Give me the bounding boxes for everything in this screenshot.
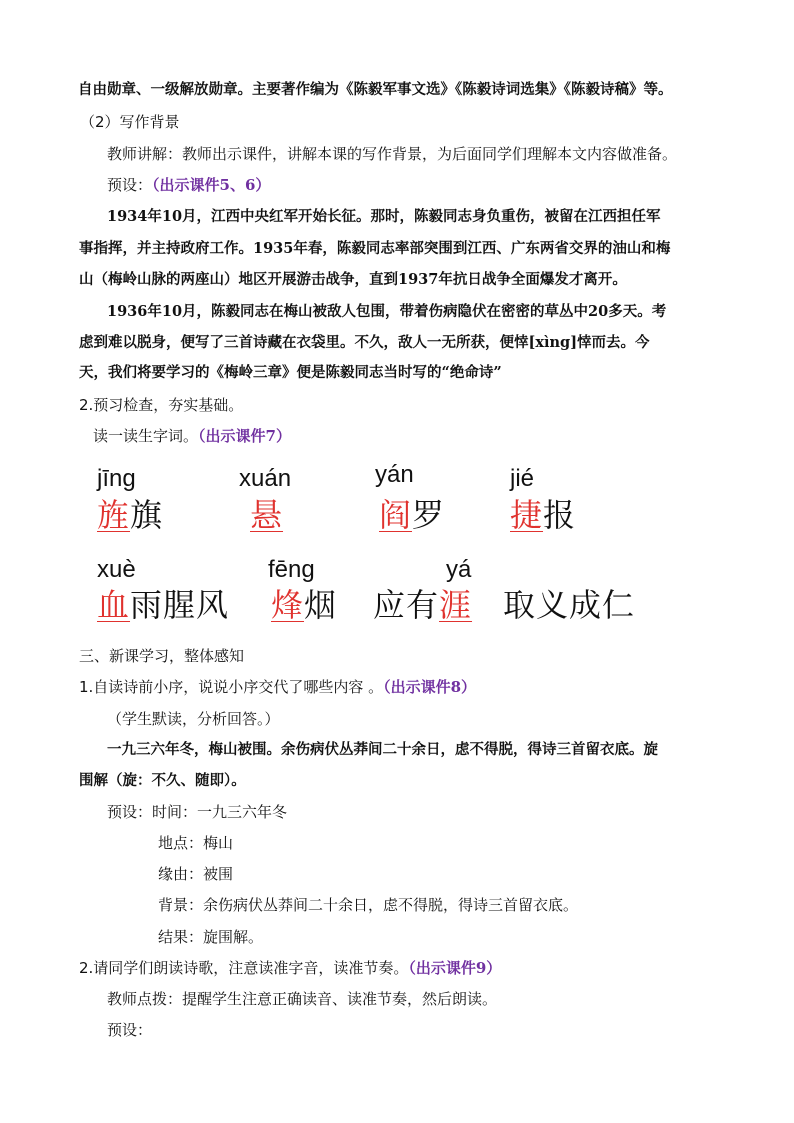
preset-time: 预设：时间：一九三六年冬 [107, 803, 288, 821]
vocab-word [97, 580, 229, 626]
vocab-char: 旗 [130, 496, 164, 534]
student-activity-note: （学生默读，分析回答。） [107, 710, 280, 728]
pinyin: fēng [268, 556, 315, 583]
vocab-word [510, 490, 576, 536]
vocab-word [379, 490, 445, 536]
pinyin: xuán [239, 465, 292, 492]
section-heading-background: （2）写作背景 [80, 113, 180, 131]
history-para1-line1: 1934年10月，江西中央红军开始长征。那时，陈毅同志身负重伤，被留在江西担任军 [107, 208, 661, 225]
vocab-char-highlight: 悬 [250, 496, 284, 534]
preset-end: 预设： [107, 1021, 153, 1039]
pinyin: jīng [97, 465, 136, 492]
vocab-char-highlight: 血 [97, 586, 131, 624]
teacher-tip: 教师点拨：提醒学生注意正确读音、读准节奏，然后朗读。 [107, 990, 498, 1008]
preset-line [107, 174, 270, 196]
history-para1-line3: 山（梅岭山脉的两座山）地区开展游击战争，直到1937年抗日战争全面爆发才离开。 [79, 271, 627, 288]
vocab-char-highlight: 烽 [271, 586, 305, 624]
question-2 [79, 957, 501, 979]
vocab-word [271, 580, 337, 626]
vocab-char-highlight: 旌 [97, 496, 131, 534]
question-1 [79, 676, 476, 698]
history-para2-line1: 1936年10月，陈毅同志在梅山被敌人包围，带着伤病隐伏在密密的草丛中20多天。考 [107, 303, 667, 320]
courseware-tag: （出示课件5、6） [152, 176, 271, 194]
preface-line-1: 一九三六年冬，梅山被围。余伤病伏丛莽间二十余日，虑不得脱，得诗三首留衣底。旋 [107, 741, 658, 758]
pinyin: yá [446, 556, 472, 583]
vocab-word [97, 490, 163, 536]
preset-reason: 缘由：被围 [158, 865, 234, 883]
preface-line-2: 围解（旋：不久、随即）。 [79, 772, 246, 789]
courseware-tag: （出示课件9） [408, 959, 502, 977]
history-para1-line2: 事指挥，并主持政府工作。1935年春，陈毅同志率部突围到江西、广东两省交界的油山和梅 [79, 240, 671, 257]
intro-line-1: 自由勋章、一级解放勋章。主要著作编为《陈毅军事文选》《陈毅诗词选集》《陈毅诗稿》等。 [78, 81, 673, 98]
vocab-char-highlight: 涯 [439, 586, 473, 624]
preset-label: 预设： [107, 176, 153, 194]
vocab-char-highlight: 捷 [510, 496, 544, 534]
history-para2-line2: 虑到难以脱身，便写了三首诗藏在衣袋里。不久，敌人一无所获，便悻[xìng]悻而去。今 [79, 334, 650, 351]
vocab-word [250, 490, 283, 536]
read-vocab-text: 读一读生字词。 [93, 427, 199, 445]
history-para2-line3: 天，我们将要学习的《梅岭三章》便是陈毅同志当时写的“绝命诗” [79, 364, 502, 381]
teacher-explain: 教师讲解：教师出示课件，讲解本课的写作背景，为后面同学们理解本文内容做准备。 [107, 145, 678, 163]
vocab-char: 雨腥风 [130, 586, 230, 624]
pinyin: yán [375, 461, 414, 488]
vocab-word [503, 580, 635, 626]
question-2-text: 2.请同学们朗读诗歌，注意读准字音，读准节奏。 [79, 959, 409, 977]
courseware-tag: （出示课件8） [383, 678, 477, 696]
read-vocab-line [93, 425, 291, 447]
preset-place: 地点：梅山 [158, 834, 234, 852]
question-1-text: 1.自读诗前小序，说说小序交代了哪些内容 。 [79, 678, 384, 696]
vocab-char: 罗 [412, 496, 446, 534]
vocab-char: 取义成仁 [503, 586, 636, 624]
preset-result: 结果：旋围解。 [158, 928, 264, 946]
preset-background: 背景：余伤病伏丛莽间二十余日，虑不得脱，得诗三首留衣底。 [158, 896, 579, 914]
section-heading-new-lesson: 三、新课学习，整体感知 [79, 647, 245, 665]
vocab-word [373, 580, 472, 626]
vocab-char-highlight: 阎 [379, 496, 413, 534]
section-heading-preview: 2.预习检查，夯实基础。 [79, 396, 244, 414]
courseware-tag: （出示课件7） [198, 427, 291, 445]
pinyin: jié [510, 465, 535, 492]
vocab-char: 报 [543, 496, 577, 534]
vocab-char: 应有 [373, 586, 440, 624]
vocab-char: 烟 [304, 586, 338, 624]
pinyin: xuè [97, 556, 136, 583]
